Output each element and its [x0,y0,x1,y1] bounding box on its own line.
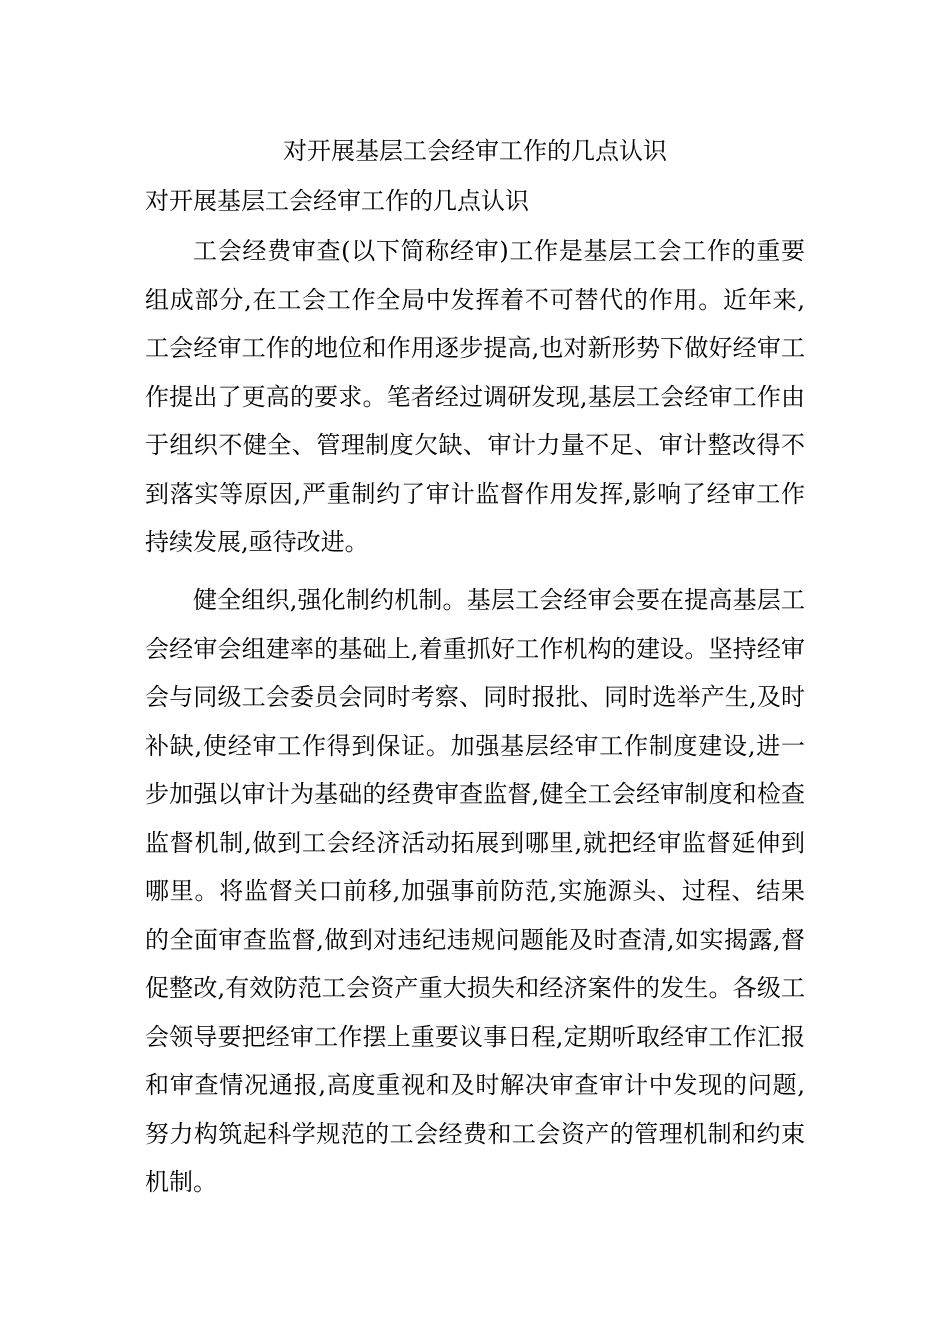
paragraph-1: 工会经费审查(以下简称经审)工作是基层工会工作的重要组成部分,在工会工作全局中发挥着不可替代的作用。近年来,工会经审工作的地位和作用逐步提高,也对新形势下做好经审工作提出了更高的要求。笔者经过调研发现,基层工会经审工作由于组织不健全、管理制度欠缺、审计力量不足、审计整改得不到落实等原因,严重制约了审计监督作用发挥,影响了经审工作持续发展,亟待改进。 [145,237,805,556]
document-subtitle: 对开展基层工会经审工作的几点认识 [145,187,529,215]
document-title: 对开展基层工会经审工作的几点认识 [283,137,667,165]
paragraph-2: 健全组织,强化制约机制。基层工会经审会要在提高基层工会经审会组建率的基础上,着重抓好工作机构的建设。坚持经审会与同级工会委员会同时考察、同时报批、同时选举产生,及时补缺,使经审工作得到保证。加强基层经审工作制度建设,进一步加强以审计为基础的经费审查监督,健全工会经审制度和检查监督机制,做到工会经济活动拓展到哪里,就把经审监督延伸到哪里。将监督关口前移,加强事前防范,实施源头、过程、结果的全面审查监督,做到对违纪违规问题能及时查清,如实揭露,督促整改,有效防范工会资产重大损失和经济案件的发生。各级工会领导要把经审工作摆上重要议事日程,定期听取经审工作汇报和审查情况通报,高度重视和及时解决审查审计中发现的问题,努力构筑起科学规范的工会经费和工会资产的管理机制和约束机制。 [145,586,805,1196]
